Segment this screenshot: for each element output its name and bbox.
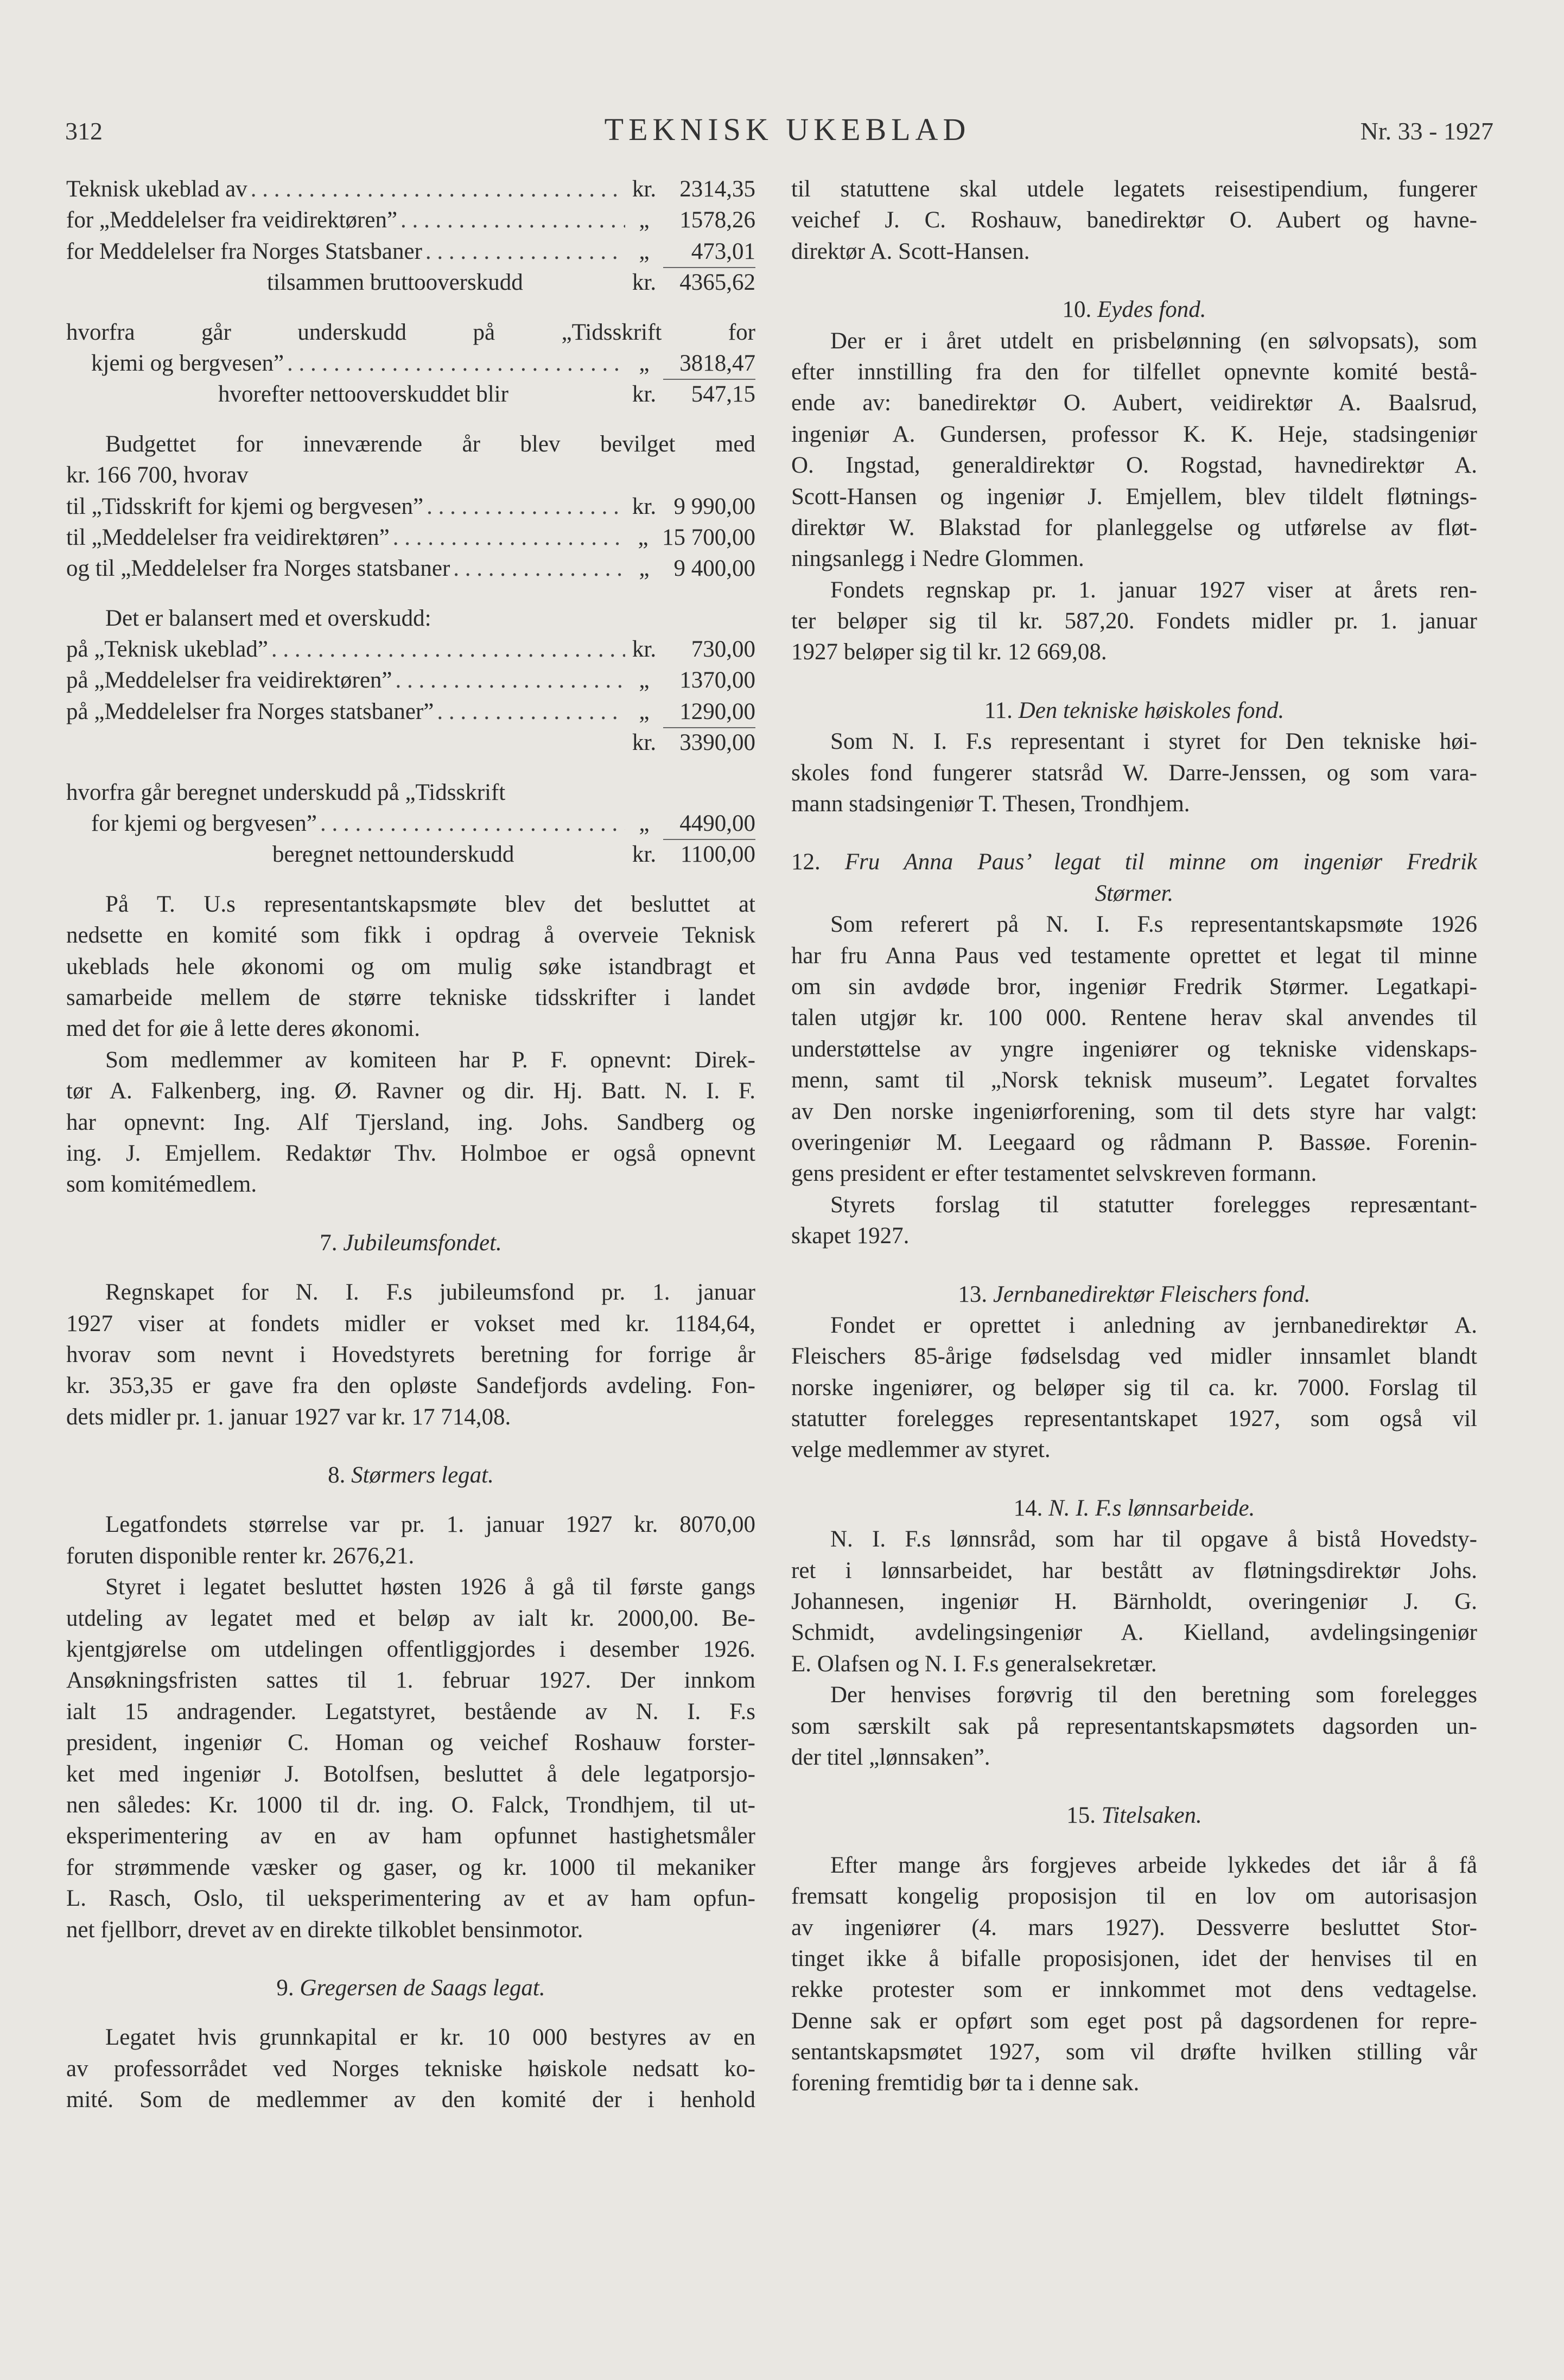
- ledger-row: på „Teknisk ukeblad” . . . kr. 730,00: [66, 634, 755, 665]
- section-heading-14: 14. N. I. F.s lønnsarbeide.: [1013, 1495, 1255, 1521]
- ledger-row: til „Meddelelser fra veidirektøren” . . . „ 15 700,00: [66, 522, 755, 553]
- section-heading-11: 11. Den tekniske høiskoles fond.: [984, 697, 1285, 723]
- paragraph-8a: Legatfondets størrelse var pr. 1. januar 1927 kr. 8070,00 foruten disponible renter kr. 2676,21.: [66, 1512, 755, 1569]
- ledger-row: kjemi og bergvesen” . . . „ 3818,47: [66, 348, 755, 379]
- paragraph-12b: Styrets forslag til statutter forelegges represæntant- skapet 1927.: [791, 1192, 1477, 1249]
- ledger-row: til „Tidsskrift for kjemi og bergvesen” . . . kr. 9 990,00: [66, 491, 755, 522]
- ledger-net: hvorefter nettooverskuddet blir kr. 547,15: [218, 381, 755, 408]
- paragraph-7: Regnskapet for N. I. F.s jubileumsfond pr. 1. januar 1927 viser at fondets midler er vokset med kr. 1184,64, hvorav som nevnt i Hovedstyrets beretning for forrige år kr. 353,35 er gave fra den opløste Sandefjords avdeling. Fon- dets midler pr. 1. januar 1927 var kr. 17 714,08.: [66, 1280, 755, 1430]
- section-heading-10: 10. Eydes fond.: [1062, 297, 1206, 323]
- paragraph-14b: Der henvises forøvrig til den beretning som forelegges som særskilt sak på representantskapsmøtets dagsorden un- der titel „lønnsaken”.: [791, 1682, 1477, 1770]
- ledger-row: Teknisk ukeblad av . . . kr. 2314,35: [66, 174, 755, 205]
- paragraph-15: Efter mange års forgjeves arbeide lykkedes det iår å få fremsatt kongelig proposisjon til en lov om autorisasjon av ingeniører (4. mars 1927). Dessverre besluttet Stor- tinget ikke å bifalle proposisjonen, idet der henvises til en rekke protester som er innkommet mot dens vedtagelse. Denne sak er opført som eget post på dagsordenen for repre- sentantskapsmøtet 1927, som vil drøfte hvilken stilling vår forening fremtidig bør ta i denne sak.: [791, 1852, 1477, 2096]
- section-heading-8: 8. Størmers legat.: [328, 1462, 494, 1488]
- section-heading-12: 12. Fru Anna Paus’ legat til minne om ingeniør Fredrik: [791, 849, 1477, 875]
- ledger-text: hvorfra går underskudd på „Tidsskrift for: [66, 319, 755, 345]
- budget-text: Budgettet for inneværende år blev bevilget med: [105, 431, 755, 457]
- section-heading-13: 13. Jernbanedirektør Fleischers fond.: [958, 1281, 1311, 1307]
- left-column: [66, 174, 755, 2115]
- paragraph-members: Som medlemmer av komiteen har P. F. opnevnt: Direk- tør A. Falkenberg, ing. Ø. Ravner og dir. Hj. Batt. N. I. F. har opnevnt: Ing. Alf Tjersland, ing. Johs. Sandberg og ing. J. Emjellem. Redaktør Thv. Holmboe er også opnevnt som komitémedlem.: [66, 1047, 755, 1198]
- section-heading-9: 9. Gregersen de Saags legat.: [276, 1975, 545, 2001]
- running-header: [65, 111, 1510, 149]
- journal-title: TEKNISK UKEBLAD: [604, 112, 971, 147]
- paragraph-13: Fondet er oprettet i anledning av jernbanedirektør A. Fleischers 85-årige fødselsdag ved midler innsamlet blandt norske ingeniører, og beløper sig til ca. kr. 7000. Forslag til statutter forelegges representantskapet 1927, som også vil velge medlemmer av styret.: [791, 1312, 1477, 1463]
- paragraph-11: Som N. I. F.s representant i styret for Den tekniske høi- skoles fond fungerer statsråd W. Darre-Jenssen, og som vara- mann stadsingeniør T. Thesen, Trondhjem.: [791, 729, 1477, 817]
- paragraph-committee: På T. U.s representantskapsmøte blev det besluttet at nedsette en komité som fikk i opdrag å overveie Teknisk ukeblads hele økonomi og om mulig søke istandbragt et samarbeide mellem de større tekniske tidsskrifter i landet med det for øie å lette deres økonomi.: [66, 891, 755, 1042]
- right-column: [791, 174, 1477, 2099]
- ledger-row: og til „Meddelelser fra Norges statsbaner . . . „ 9 400,00: [66, 553, 755, 584]
- paragraph-8b: Styret i legatet besluttet høsten 1926 å gå til første gangs utdeling av legatet med et beløp av ialt kr. 2000,00. Be- kjentgjørelse om utdelingen offentliggjordes i desember 1926. Ansøkningsfristen sattes til 1. februar 1927. Der innkom ialt 15 andragender. Legatstyret, bestående av N. I. F.s president, ingeniør C. Homan og veichef Roshauw forster- ket med ingeniør J. Botolfsen, besluttet å dele legatporsjo- nen således: Kr. 1000 til dr. ing. O. Falck, Trondhjem, til ut- eksperimentering av en av ham opfunnet hastighetsmåler for strømmende væsker og gaser, og kr. 1000 til mekaniker L. Rasch, Oslo, til ueksperimentering av et av ham opfun- net fjellborr, drevet av en direkte tilkoblet bensinmotor.: [66, 1574, 755, 1943]
- paragraph-12a: Som referert på N. I. F.s representantskapsmøte 1926 har fru Anna Paus ved testamente oprettet et legat til minne om sin avdøde bror, ingeniør Fredrik Størmer. Legatkapi- talen utgjør kr. 100 000. Rentene herav skal anvendes til understøttelse av yngre ingeniører og tekniske videnskaps- menn, samt til „Norsk teknisk museum”. Legatet forvaltes av Den norske ingeniørforening, som til dets styre har valgt: overingeniør M. Leegaard og rådmann P. Bassøe. Forenin- gens president er efter testamentet selvskreven formann.: [791, 912, 1477, 1187]
- balance-intro: Det er balansert med et overskudd:: [105, 605, 431, 631]
- issue-number: Nr. 33 - 1927: [1360, 117, 1493, 145]
- paragraph-10a: Der er i året utdelt en prisbelønning (en sølvopsats), som efter innstilling fra den for tilfellet opnevnte komité bestå- ende av: banedirektør O. Aubert, veidirektør A. Baalsrud, ingeniør A. Gundersen, professor K. K. Heje, stadsingeniør O. Ingstad, generaldirektør O. Rogstad, havnedirektør A. Scott-Hansen og ingeniør J. Emjellem, blev tildelt fløtnings- direktør W. Blakstad for planleggelse og utførelse av fløt- ningsanlegg i Nedre Glommen.: [791, 328, 1477, 572]
- ledger-total: kr. 3390,00: [632, 730, 755, 756]
- ledger-total: tilsammen bruttooverskudd kr. 4365,62: [267, 270, 755, 296]
- paragraph-9: Legatet hvis grunnkapital er kr. 10 000 bestyres av en av professorrådet ved Norges tekniske høiskole nedsatt ko- mité. Som de medlemmer av den komité der i henhold: [66, 2025, 755, 2113]
- paragraph-continued: til statuttene skal utdele legatets reisestipendium, fungerer veichef J. C. Roshauw, banedirektør O. Aubert og havne- direktør A. Scott-Hansen.: [791, 176, 1477, 264]
- section-heading-7: 7. Jubileumsfondet.: [320, 1230, 502, 1256]
- section-heading-12-cont: Størmer.: [1095, 880, 1174, 906]
- paragraph-10b: Fondets regnskap pr. 1. januar 1927 viser at årets ren- ter beløper sig til kr. 587,20. Fondets midler pr. 1. januar 1927 beløper sig til kr. 12 669,08.: [791, 577, 1477, 665]
- ledger-net: beregnet nettounderskudd kr. 1100,00: [272, 842, 755, 868]
- ledger-row: på „Meddelelser fra veidirektøren” . . . „ 1370,00: [66, 665, 755, 696]
- budget-text: kr. 166 700, hvorav: [66, 462, 249, 488]
- page-number: 312: [65, 117, 103, 145]
- ledger-text: hvorfra går beregnet underskudd på „Tidsskrift: [66, 779, 506, 805]
- ledger-row: på „Meddelelser fra Norges statsbaner” . . . „ 1290,00: [66, 696, 755, 727]
- ledger-row: for kjemi og bergvesen” . . . „ 4490,00: [66, 808, 755, 839]
- ledger-row: for Meddelelser fra Norges Statsbaner . . . „ 473,01: [66, 236, 755, 267]
- section-heading-15: 15. Titelsaken.: [1066, 1803, 1202, 1829]
- paragraph-14a: N. I. F.s lønnsråd, som har til opgave å bistå Hovedsty- ret i lønnsarbeidet, har bestått av fløtningsdirektør Johs. Johannesen, ingeniør H. Bärnholdt, overingeniør J. G. Schmidt, avdelingsingeniør A. Kielland, avdelingsingeniør E. Olafsen og N. I. F.s generalsekretær.: [791, 1526, 1477, 1677]
- ledger-row: for „Meddelelser fra veidirektøren” . . . „ 1578,26: [66, 205, 755, 236]
